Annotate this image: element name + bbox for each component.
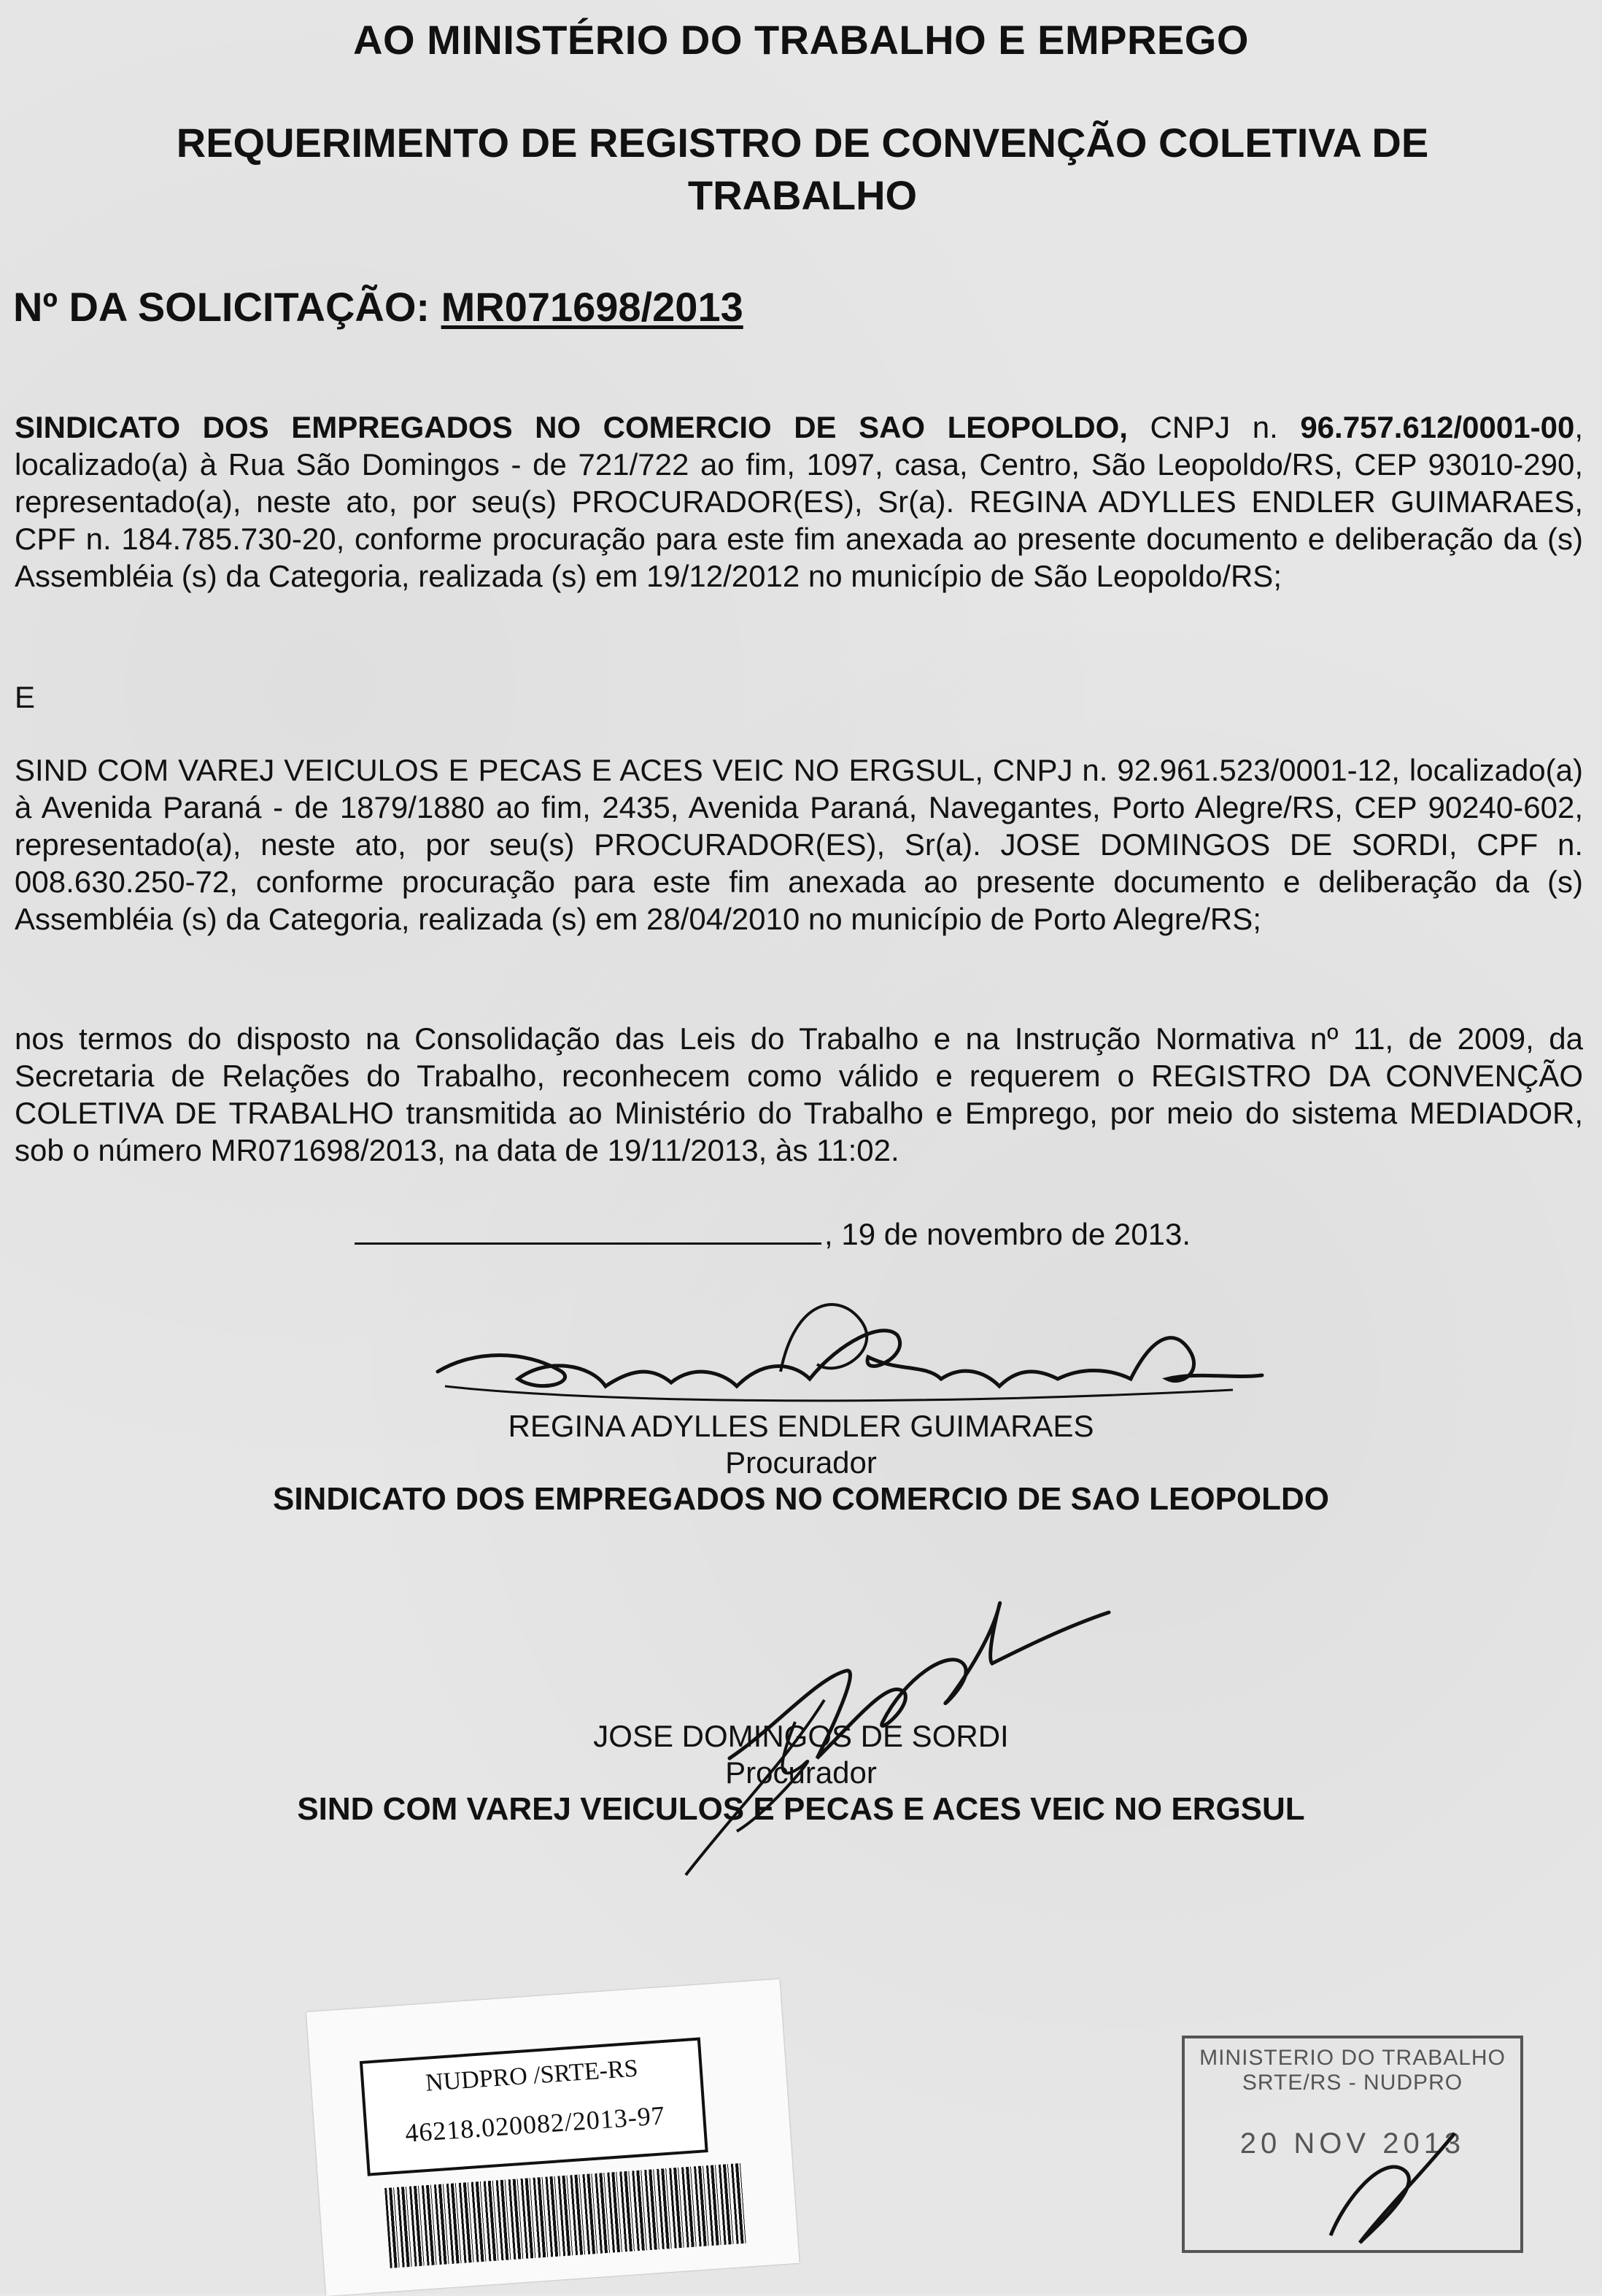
date-text: , 19 de novembro de 2013. — [824, 1217, 1191, 1251]
signature-block-1 — [0, 1408, 1602, 1518]
protocol-label-box — [360, 2037, 708, 2176]
request-number-line — [13, 283, 743, 331]
stamp-office: SRTE/RS - NUDPRO — [1242, 2071, 1463, 2095]
party2-paragraph: SIND COM VAREJ VEICULOS E PECAS E ACES VEIC NO ERGSUL, CNPJ n. 92.961.523/0001-12, localizado(a) à Avenida Paraná - de 1879/1880 ao fim, 2435, Avenida Paraná, Navegantes, Porto Alegre/RS, CEP 90240-602, representado(a), neste ato, por seu(s) PROCURADOR(ES), Sr(a). JOSE DOMINGOS DE SORDI, CPF n. 008.630.250-72, conforme procuração para este fim anexada ao presente documento e deliberação da (s) Assembléia (s) da Categoria, realizada (s) em 28/04/2010 no município de Porto Alegre/RS; — [15, 753, 1583, 936]
request-number-label: Nº DA SOLICITAÇÃO: — [13, 284, 430, 330]
document-subheading: REQUERIMENTO DE REGISTRO DE CONVENÇÃO COLETIVA DE TRABALHO — [176, 120, 1429, 218]
protocol-number: 46218.020082/2013-97 — [404, 2100, 666, 2148]
barcode — [384, 2163, 746, 2268]
receipt-stamp — [1182, 2036, 1523, 2253]
closing-paragraph: nos termos do disposto na Consolidação das Leis do Trabalho e na Instrução Normativa nº 11, de 2009, da Secretaria de Relações do Trabalho, reconhecem como válido e requerem o REGISTRO DA CONVENÇÃO COLETIVA DE TRABALHO transmitida ao Ministério do Trabalho e Emprego, por meio do sistema MEDIADOR, sob o número MR071698/2013, na data de 19/11/2013, às 11:02. — [15, 1021, 1583, 1167]
signer-name: JOSE DOMINGOS DE SORDI — [593, 1719, 1009, 1753]
stamp-ministry: MINISTERIO DO TRABALHO — [1199, 2046, 1506, 2070]
request-number: MR071698/2013 — [441, 284, 743, 330]
protocol-office: NUDPRO /SRTE-RS — [425, 2055, 639, 2097]
conjunction: E — [15, 680, 36, 714]
signer-role: Procurador — [725, 1755, 877, 1790]
place-blank — [355, 1242, 821, 1245]
protocol-sticker — [306, 1979, 800, 2296]
party1-body: , localizado(a) à Rua São Domingos - de 721/722 ao fim, 1097, casa, Centro, São Leopoldo/RS, CEP 93010-290, representado(a), neste ato, por seu(s) PROCURADOR(ES), Sr(a). REGINA ADYLLES ENDLER GUIMARAES, CPF n. 184.785.730-20, conforme procuração para este fim anexada ao presente documento e deliberação da (s) Assembléia (s) da Categoria, realizada (s) em 19/12/2012 no município de São Leopoldo/RS; — [15, 410, 1583, 593]
party1-cnpj-label: CNPJ n. — [1127, 410, 1301, 444]
signer-organization: SINDICATO DOS EMPREGADOS NO COMERCIO DE SAO LEOPOLDO — [272, 1481, 1330, 1517]
stamp-initials — [1316, 2126, 1462, 2250]
signer-organization: SIND COM VAREJ VEICULOS E PECAS E ACES VEIC NO ERGSUL — [297, 1791, 1305, 1827]
document-heading: AO MINISTÉRIO DO TRABALHO E EMPREGO — [353, 17, 1249, 63]
stamp-date: 20 NOV 2013 — [1239, 2127, 1466, 2160]
party1-paragraph — [15, 409, 1583, 595]
signer-role: Procurador — [725, 1445, 877, 1480]
date-line — [355, 1217, 1191, 1252]
signer-name: REGINA ADYLLES ENDLER GUIMARAES — [508, 1409, 1094, 1443]
signature-block-2 — [0, 1718, 1602, 1828]
party1-name: SINDICATO DOS EMPREGADOS NO COMERCIO DE SAO LEOPOLDO, — [15, 410, 1128, 444]
party1-cnpj: 96.757.612/0001-00 — [1300, 410, 1575, 444]
